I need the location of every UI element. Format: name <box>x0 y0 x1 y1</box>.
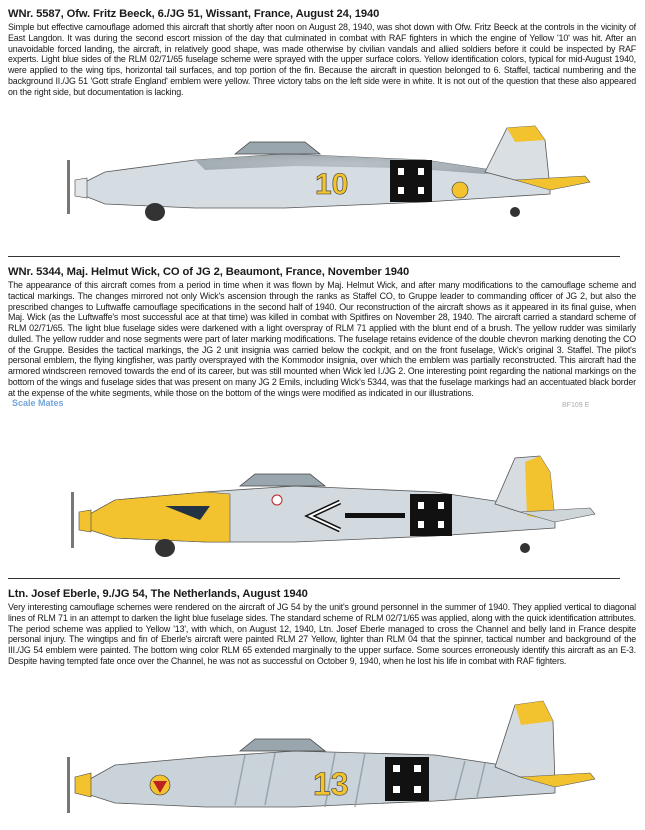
profile-section-eberle <box>8 588 636 667</box>
profile-section-beeck <box>8 8 636 97</box>
section-description: The appearance of this aircraft comes from a period in time when it was flown by Maj. Helmut Wick, and after many modifications to the camouflage scheme and tactical markings. The changes mirrored not only Wick's ascension through the ranks as Staffel CO, to Gruppe leader to commanding officer of JG 2, but also the prescribed changes to Luftwaffe camouflage specifications in the second half of 1940. Our reconstruction of the aircraft shows as it appeared in its final guise, when Maj. Wick (as the Luftwaffe's most successful ace at that time) was killed in combat with Spitfires on November 28, 1940. The aircraft carried a standard scheme of RLM 02/71/65. The light blue fuselage sides were darkened with a light overspray of RLM 71 applied with the blunt end of a brush. The yellow rudder was similarly dulled. The yellow rudder and nose segments were part of later marking modifications. The fuselage retains evidence of the double chevron marking denoting the CO of the Gruppe. Besides the tactical markings, the JG 2 unit insignia was carried below the cockpit, and on the front fuselage, Wick's original 3. Staffel. The pilot's personal emblem, the flying kingfisher, was partly oversprayed with the Kommodor insignia, over which the emblem was partially reconstructed. This aircraft had the armored windscreen removed towards the end of its career, but was still mounted when Wick led I./JG 2. One interesting point regarding the national markings on the bottom of the wings and fuselage sides that was present on many JG 2 Emils, including Wick's 5344, was that the fuselage markings had an accentuated black border at the expense of the white segments, while those on the bottom of the wings were modified as indicated in our illustrations. <box>8 280 636 398</box>
tactical-number: 10 <box>315 168 349 201</box>
watermark-right: BF109 E <box>562 402 590 409</box>
section-description: Very interesting camouflage schemes were rendered on the aircraft of JG 54 by the unit's ground personnel in the summer of 1940. They applied vertical to diagonal lines of RLM 71 in an attempt to darken the light blue fuselage sides. The standard scheme of RLM 02/71/65 was applied, along with the quick identification attributes. The period scheme was applied to Yellow '13', with which, on August 12, 1940, Ltn. Josef Eberle managed to cross the Channel and belly land in France despite personal injury. The wingtips and fin of Eberle's aircraft were painted RLM 27 Yellow, lighter than RLM 04 that the spinner, tactical number and background of the III./JG 54 emblem were painted. The bottom wing color RLM 65 extended marginally to the upper surface. Some sources erroneously identify this aircraft as an E-3. Despite having tempted fate once over the Channel, he was not as successful on October 9, 1940, when he lost his life in combat with RAF fighters. <box>8 602 636 666</box>
section-description: Simple but effective camouflage adorned this aircraft that shortly after noon on August 28, 1940, was shot down with Ofw. Fritz Beeck at the controls in the vicinity of East Langdon. It was during the second escort mission of the day that culminated in combat with RAF fighters in which the engine of Yellow '10' was hit. After an unavoidable forced landing, the aircraft, in relatively good shape, was made otherwise by civilian vandals and allied soldiers before it could be inspected by RAF experts. Light blue sides of the RLM 02/71/65 fuselage scheme were sprayed with the upper surface colors. Yellow identification colors, typical for mid-August 1940, were applied to the wing tips, horizontal tail surfaces, and top portion of the fin. Because the aircraft in question belonged to 6. Staffel, tactical numbering and the background II./JG 51 'Gott strafe England' emblem were yellow. Three victory tabs on the left side were in white. It is not out of the question that these also appeared on the right side, but documentation is lacking. <box>8 22 636 97</box>
section-divider <box>8 256 620 257</box>
section-title: WNr. 5344, Maj. Helmut Wick, CO of JG 2, Beaumont, France, November 1940 <box>8 266 410 278</box>
aircraft-profile-wick <box>45 452 620 562</box>
section-title: WNr. 5587, Ofw. Fritz Beeck, 6./JG 51, Wissant, France, August 24, 1940 <box>8 8 380 20</box>
profile-section-wick <box>8 266 636 398</box>
section-title: Ltn. Josef Eberle, 9./JG 54, The Netherlands, August 1940 <box>8 588 308 600</box>
watermark-left: Scale Mates <box>12 398 64 408</box>
section-divider <box>8 578 620 579</box>
aircraft-profile-beeck <box>45 120 620 225</box>
aircraft-profile-eberle <box>45 695 620 827</box>
tactical-number: 13 <box>313 766 349 802</box>
